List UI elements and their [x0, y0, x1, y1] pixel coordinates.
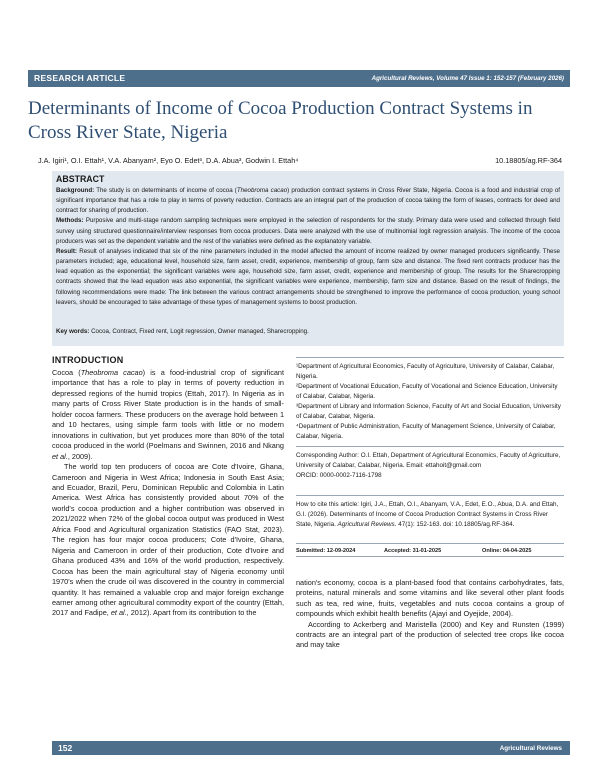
- dates-rule-bottom: [296, 556, 564, 557]
- abstract-background: [56, 186, 560, 216]
- right-paragraph-1: nation's economy, cocoa is a plant-based food that contains carbohydrates, fats, proteins, natural minerals and some vitamins and like several other plant foods such as tea, red wine, fruits, vegetables and nuts cocoa contains a group of compounds which exhibit health benefits (Ajayi and Oyejide, 2004).: [296, 578, 564, 619]
- citation-text: Igiri, J.A., Ettah, O.I., Abanyam, V.A., Edet, E.O., Abua, D.A. and Ettah, G.I. (2026). Determinants of Income of Cocoa Production Contract Systems in Cross River State, Nigeria.: [296, 501, 559, 528]
- citation-block: [296, 500, 564, 530]
- intro-p2-etal: et al.: [110, 608, 127, 618]
- correspondence-text: [296, 451, 564, 471]
- abstract-body: [56, 186, 560, 308]
- submitted-date: Submitted: 12-09-2024: [296, 548, 356, 554]
- online-date: Online: 04-04-2025: [482, 548, 532, 554]
- dates-rule-top: [296, 543, 564, 544]
- abstract-heading: ABSTRACT: [56, 174, 105, 184]
- doi-link[interactable]: 10.18805/ag.RF-364: [495, 156, 562, 165]
- methods-label: Methods:: [56, 217, 84, 225]
- background-label: Background:: [56, 187, 95, 194]
- keywords-label: Key words:: [56, 328, 90, 335]
- background-text-end: ) production contract systems in Cross River State, Nigeria. Cocoa is a food and industrial crop of significant importance that has a role to play in terms of poverty reduction. Contracts are an integral part of the production of cocoa taking the form of leases, contracts for deed and contract for sharing of production.: [56, 187, 560, 215]
- intro-p1-end: , 2009).: [67, 451, 93, 461]
- intro-p1-middle: ) is a food-industrial crop of significant importance that has a role to play in terms of poverty reduction in depressed regions of the humid tropics (Ettah, 2017). In Nigeria as in many parts of Cross River State production is in the hands of small-holder cocoa farmers. These producers on the average hold between 1 and 10 hectares, using simple farm tools with little or no modern innovations in cultivation, but yet produces more than 80% of the total cocoa produced in the world (Poelmans and Swinnen, 2016 and Nkang: [52, 368, 284, 451]
- correspondence-details: O.I. Ettah, Department of Agricultural Economics, Faculty of Agriculture, University of Calabar, Calabar, Nigeria. Email: ettahoit@gmail.com: [296, 452, 561, 469]
- citation-doi: 47(1): 152-163. doi: 10.18805/ag.RF-364.: [396, 521, 515, 528]
- abstract-box: [52, 171, 564, 346]
- affiliations-block: [296, 362, 564, 442]
- keywords-line: [56, 327, 560, 337]
- right-paragraph-2: According to Ackerberg and Maristella (2000) and Key and Runsten (1999) contracts are an integral part of the production of selected tree crops like cocoa and may take: [296, 619, 564, 650]
- correspondence-rule: [296, 446, 564, 447]
- intro-species-name: Theobroma cacao: [80, 368, 143, 377]
- affiliation-2: ²Department of Vocational Education, Faculty of Vocational and Science Education, University of Calabar, Calabar, Nigeria.: [296, 383, 558, 400]
- citation-label: How to cite this article:: [296, 501, 359, 508]
- intro-p1-start: Cocoa (: [52, 368, 81, 377]
- accepted-date: Accepted: 31-01-2025: [384, 548, 442, 554]
- page-number: 152: [58, 743, 73, 753]
- species-name: Theobroma cacao: [236, 187, 288, 194]
- right-column-body: [296, 578, 564, 651]
- page-footer: [52, 741, 570, 755]
- article-title: Determinants of Income of Cocoa Production Contract Systems in Cross River State, Nigeria: [28, 98, 533, 143]
- citation-journal: Agricultural Reviews.: [337, 521, 397, 528]
- journal-reference: Agricultural Reviews, Volume 47 Issue 1: 152-157 (February 2026): [371, 75, 564, 82]
- author-list: J.A. Igiri¹, O.I. Ettah¹, V.A. Abanyam², Eyo O. Edet³, D.A. Abua³, Godwin I. Ettah⁴: [38, 156, 299, 165]
- footer-journal-name: Agricultural Reviews: [499, 745, 562, 752]
- correspondence-label: Corresponding Author:: [296, 452, 360, 459]
- intro-paragraph-2: [52, 462, 284, 619]
- affiliation-3: ³Department of Library and Information Science, Faculty of Art and Social Education, University of Calabar, Calabar, Nigeria.: [296, 403, 561, 420]
- intro-paragraph-1: [52, 368, 284, 462]
- dates-line: [296, 547, 564, 556]
- abstract-methods: [56, 216, 560, 246]
- citation-rule: [296, 495, 564, 496]
- abstract-result: [56, 247, 560, 308]
- intro-p2-text: The world top ten producers of cocoa are Cote d'Ivoire, Ghana, Cameroon and Nigeria in West Africa; Indonesia in South East Asia; and Ecuador, Brazil, Peru, Dominican Republic and Colombia in Latin America. West Africa has consistently provided about 70% of the world's cocoa production and a higher contribution was observed in 2021/2022 when 72% of the global cocoa output was produced in West Africa Food and Agricultural organization Statistics (FAO Stat, 2023). The region has four major cocoa producers; Cote d'Ivoire, Ghana, Nigeria and Cameroon in order of their production, Cote d'Ivoire and Ghana produced 43% and 16% of the world production, respectively. Cocoa has been the main agricultural stay of Nigeria economy until 1970's when the crude oil was discovered in the country in commercial quantity. It has remained a valuable crop and major foreign exchange earner among other agricultural commodity export of the country (Ettah, 2017 and Fadipe,: [52, 462, 284, 618]
- introduction-body: [52, 368, 284, 619]
- orcid[interactable]: ORCID: 0000-0002-7116-1798: [296, 472, 382, 479]
- article-type-label: RESEARCH ARTICLE: [34, 73, 126, 83]
- introduction-heading: INTRODUCTION: [52, 355, 124, 365]
- result-label: Result:: [56, 247, 77, 255]
- intro-p2-end: , 2012). Apart from its contribution to the: [126, 608, 257, 618]
- intro-p1-etal: et al.: [52, 451, 68, 461]
- affiliation-4: ⁴Department of Public Administration, Faculty of Management Science, University of Calabar, Calabar, Nigeria.: [296, 423, 556, 440]
- methods-text: Purposive and multi-stage random sampling techniques were employed in the selection of respondents for the study. Primary data were used and collected through field survey using structured questionnaire/interview responses from cocoa producers. Data were analyzed with the use of multinomial logit regression analysis. The income of the cocoa producers was set as the dependent variable and the rest of the variables were defined as the explanatory variable.: [56, 217, 560, 245]
- journal-header-bar: [28, 70, 570, 87]
- affiliation-1: ¹Department of Agricultural Economics, Faculty of Agriculture, University of Calabar, Calabar, Nigeria.: [296, 363, 555, 380]
- correspondence-block: [296, 451, 564, 481]
- background-text-start: The study is on determinants of income of cocoa (: [96, 187, 237, 194]
- keywords-text: Cocoa, Contract, Fixed rent, Logit regression, Owner managed, Sharecropping.: [91, 328, 309, 335]
- result-text: Result of analyses indicated that six of the nine parameters included in the model affected the amount of income realized by owner managed producers significantly. These parameters included; age, educational level, household size, farm asset, credit, experience, membership of group, farm size and distance. The fixed rent contracts producer has the lead equation as the exponential; the significant variables were age, household size, farm asset, credit, experience and membership of group. The results for the Sharecropping contracts showed that the lead equation was also exponential, the significant variables were experience, membership, farm size and distance. Based on the result of findings, the following recommendations were made: The link between the various contract arrangements should be strengthened to improve the performance of cocoa production, young school leavers, should be encouraged to take advantage of these types of management systems to boost production.: [56, 247, 560, 306]
- affiliation-top-rule: [296, 357, 564, 358]
